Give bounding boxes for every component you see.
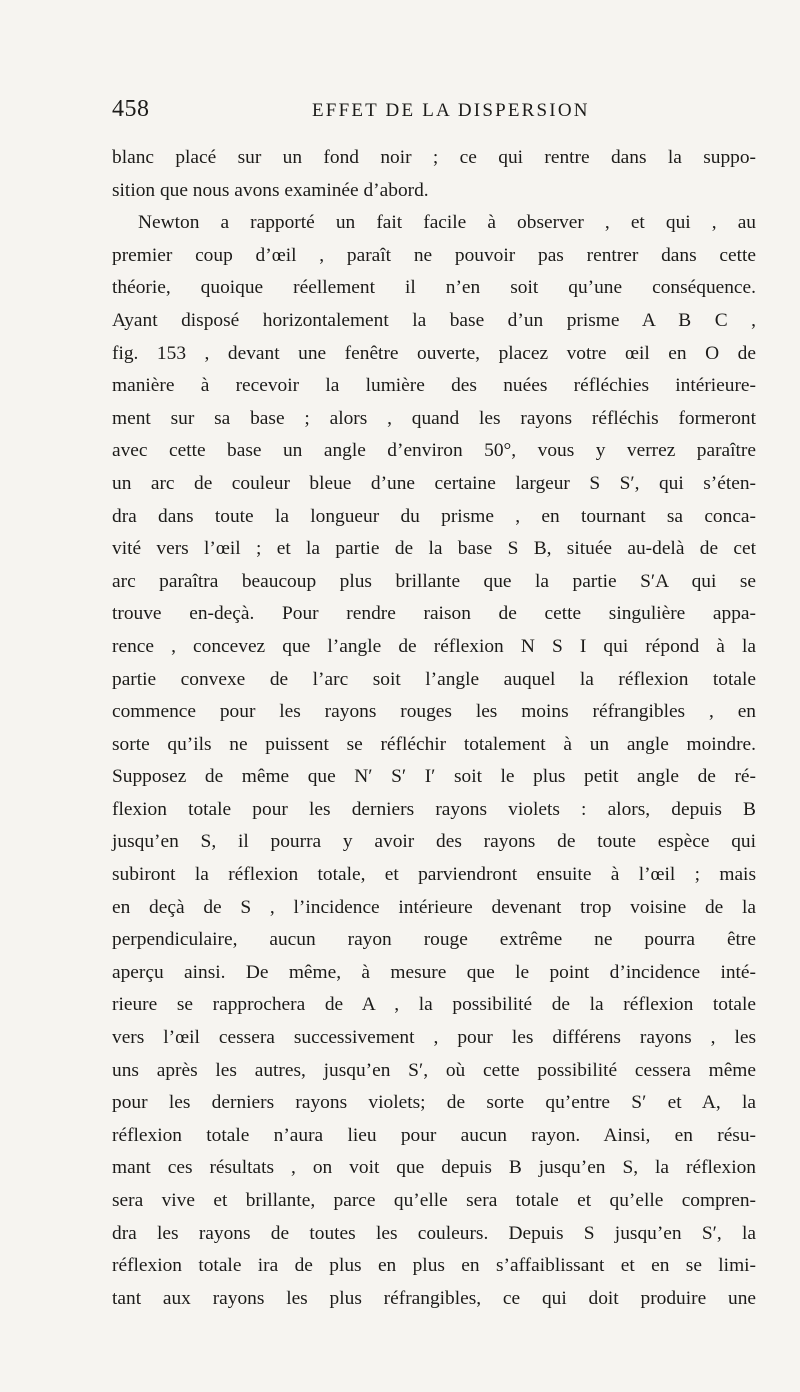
- text-line: partie convexe de l’arc soit l’angle auquel la réflexion totale: [112, 668, 756, 690]
- body-text: [112, 142, 756, 1315]
- text-line: flexion totale pour les derniers rayons violets : alors, depuis B: [112, 798, 756, 820]
- text-line: sition que nous avons examinée d’abord.: [112, 179, 429, 201]
- text-line: dra les rayons de toutes les couleurs. Depuis S jusqu’en S′, la: [112, 1222, 756, 1244]
- text-line: aperçu ainsi. De même, à mesure que le point d’incidence inté-: [112, 961, 756, 983]
- text-line: premier coup d’œil , paraît ne pouvoir pas rentrer dans cette: [112, 244, 756, 266]
- text-line: théorie, quoique réellement il n’en soit qu’une conséquence.: [112, 277, 756, 299]
- text-line: commence pour les rayons rouges les moins réfrangibles , en: [112, 701, 756, 723]
- text-line: sera vive et brillante, parce qu’elle sera totale et qu’elle compren-: [112, 1190, 756, 1211]
- text-line: tant aux rayons les plus réfrangibles, ce qui doit produire une: [112, 1287, 756, 1309]
- text-line: jusqu’en S, il pourra y avoir des rayons de toute espèce qui: [112, 831, 756, 853]
- text-line: Supposez de même que N′ S′ I′ soit le plus petit angle de ré-: [112, 766, 756, 788]
- text-line: blanc placé sur un fond noir ; ce qui rentre dans la suppo-: [112, 147, 756, 168]
- text-line: uns après les autres, jusqu’en S′, où cette possibilité cessera même: [112, 1059, 756, 1081]
- text-line: sorte qu’ils ne puissent se réfléchir totalement à un angle moindre.: [112, 733, 756, 755]
- text-line: arc paraîtra beaucoup plus brillante que la partie S′A qui se: [112, 570, 756, 592]
- text-line: un arc de couleur bleue d’une certaine largeur S S′, qui s’éten-: [112, 472, 756, 494]
- text-line: avec cette base un angle d’environ 50°, vous y verrez paraître: [112, 440, 756, 462]
- page-number: 458: [112, 96, 150, 122]
- text-line: perpendiculaire, aucun rayon rouge extrême ne pourra être: [112, 929, 756, 951]
- text-line: en deçà de S , l’incidence intérieure devenant trop voisine de la: [112, 896, 756, 918]
- text-line: pour les derniers rayons violets; de sorte qu’entre S′ et A, la: [112, 1092, 756, 1114]
- text-line: réflexion totale ira de plus en plus en s’affaiblissant et en se limi-: [112, 1255, 756, 1277]
- text-line: subiront la réflexion totale, et parviendront ensuite à l’œil ; mais: [112, 864, 756, 886]
- text-line: rence , concevez que l’angle de réflexion N S I qui répond à la: [112, 635, 756, 657]
- text-line: ment sur sa base ; alors , quand les rayons réfléchis formeront: [112, 407, 756, 429]
- text-line: réflexion totale n’aura lieu pour aucun rayon. Ainsi, en résu-: [112, 1124, 756, 1146]
- text-line: Ayant disposé horizontalement la base d’un prisme A B C ,: [112, 309, 756, 331]
- text-line: Newton a rapporté un fait facile à observer , et qui , au: [138, 212, 756, 234]
- text-line: vité vers l’œil ; et la partie de la base S B, située au-delà de cet: [112, 538, 756, 560]
- text-line: vers l’œil cessera successivement , pour les différens rayons , les: [112, 1027, 756, 1049]
- running-title: EFFET DE LA DISPERSION: [312, 100, 590, 121]
- text-line: rieure se rapprochera de A , la possibilité de la réflexion totale: [112, 994, 756, 1016]
- text-line: fig. 153 , devant une fenêtre ouverte, placez votre œil en O de: [112, 342, 756, 364]
- text-line: manière à recevoir la lumière des nuées réfléchies intérieure-: [112, 375, 756, 397]
- text-line: mant ces résultats , on voit que depuis B jusqu’en S, la réflexion: [112, 1157, 756, 1179]
- text-line: trouve en-deçà. Pour rendre raison de cette singulière appa-: [112, 603, 756, 625]
- text-line: dra dans toute la longueur du prisme , en tournant sa conca-: [112, 505, 756, 527]
- running-head: [112, 96, 752, 132]
